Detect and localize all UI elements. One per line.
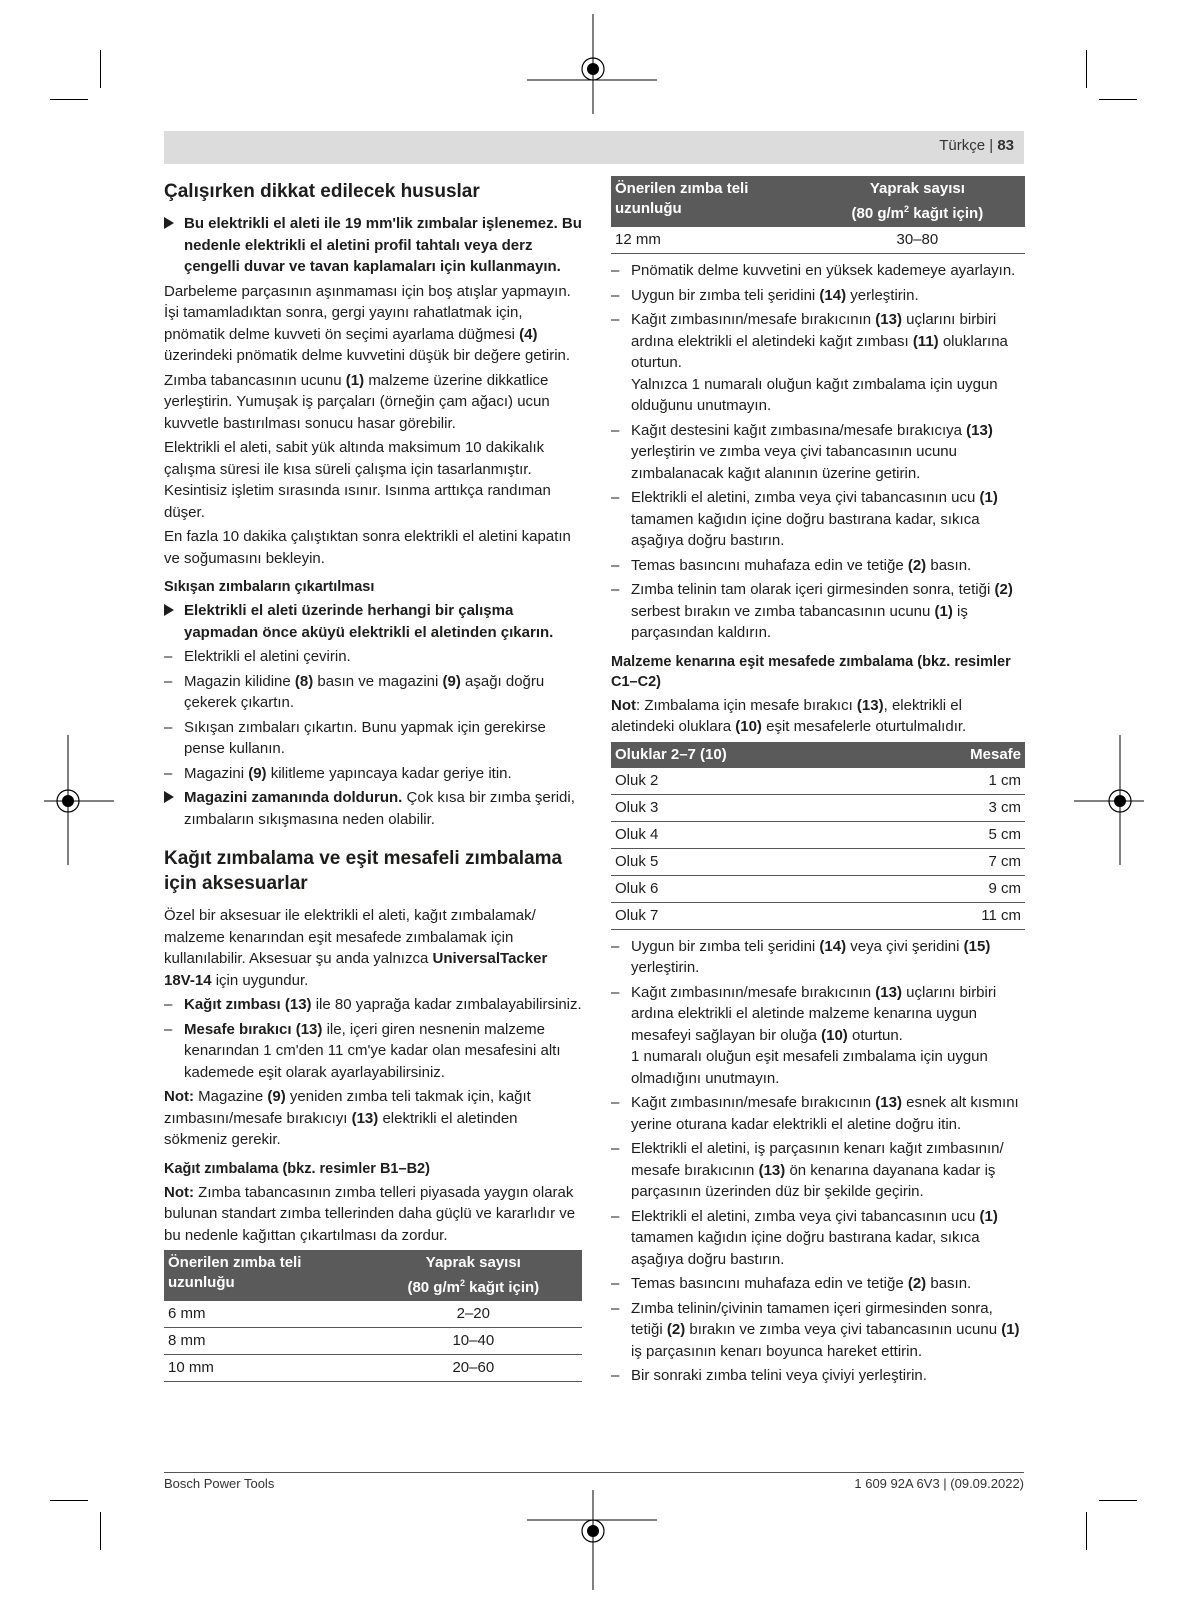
paragraph xyxy=(164,281,582,367)
registration-mark-icon xyxy=(1074,735,1144,865)
table-cell: 9 cm xyxy=(889,875,1025,902)
term: Mesafe bırakıcı (13) xyxy=(184,1020,323,1038)
term: Kağıt zımbası (13) xyxy=(184,996,312,1013)
text: Yaprak sayısı xyxy=(869,180,965,197)
list-item: – Elektrikli el aletini çevirin. xyxy=(164,648,351,665)
text: eşit mesafelerle oturtulmalıdır. xyxy=(766,718,967,735)
slot-distance-table xyxy=(611,742,1025,930)
table-cell: 10 mm xyxy=(164,1355,365,1382)
text: Uygun bir zımba teli şeridini xyxy=(631,937,816,955)
ref: (2) xyxy=(907,556,927,574)
list-item: – Kağıt zımbası (13) ile 80 yaprağa kadar zımbalayabilirsiniz. xyxy=(164,996,582,1013)
note xyxy=(164,1182,582,1247)
list-item: – Elektrikli el aletini, zımba veya çivi tabancasının ucu (1) tamamen kağıdın içine doğru bastırana kadar, sıkıca aşağıya doğru bastırın. xyxy=(611,1207,998,1268)
list-item: – Kağıt zımbasının/mesafe bırakıcının (13) uçlarını birbiri ardına elektrikli el aletinde malzeme kenarına uygun mesafeyi sağlayan bir oluğa (10) oturtun. 1 numaralı oluğun eşit mesafeli zımbalama için uygun olmadığını unutmayın. xyxy=(611,983,997,1087)
list-item: – Bir sonraki zımba telini veya çiviyi yerleştirin. xyxy=(611,1367,927,1384)
table-cell: 7 cm xyxy=(889,848,1025,875)
text: Elektrikli el aletini çevirin. xyxy=(184,648,351,665)
table-row xyxy=(611,821,1025,848)
page-header xyxy=(164,131,1024,164)
ref: (1) xyxy=(979,1207,998,1225)
table-cell: Oluk 6 xyxy=(611,875,889,902)
text: (80 g/m xyxy=(407,1279,460,1296)
text: Elektrikli el aletini, iş parçasının kenarı kağıt zımbasının/ mesafe bırakıcının xyxy=(631,1140,1004,1179)
table-cell: Oluk 5 xyxy=(611,848,889,875)
list-item: – Mesafe bırakıcı (13) ile, içeri giren nesnenin malzeme kenarından 1 cm'den 11 cm'ye kadar olan mesafesini altı kademede eşit olarak ayarlayabilirsiniz. xyxy=(164,1020,561,1081)
table-cell: 20–60 xyxy=(365,1355,582,1382)
table-cell: 2–20 xyxy=(365,1301,582,1328)
text: yerleştirin. xyxy=(631,959,700,976)
text: oturtun. xyxy=(851,1026,903,1044)
superscript: 2 xyxy=(904,204,910,214)
text: Zımba tabancasının ucunu xyxy=(164,371,342,389)
crop-mark xyxy=(100,1512,101,1550)
list-item: – Temas basıncını muhafaza edin ve tetiğe (2) basın. xyxy=(611,1275,972,1292)
text: Çok kısa bir zımba şeridi, zımbaların sıkışmasına neden olabilir. xyxy=(184,789,575,828)
warning-triangle-icon xyxy=(164,604,174,616)
text: Pnömatik delme kuvvetini en yüksek kademeye ayarlayın. xyxy=(631,262,1016,279)
ref: (8) xyxy=(294,672,314,690)
text: Magazine xyxy=(198,1088,264,1105)
list-item: – Pnömatik delme kuvvetini en yüksek kademeye ayarlayın. xyxy=(611,262,1016,279)
text: Magazin kilidine xyxy=(184,672,291,690)
ref: (4) xyxy=(519,325,538,343)
table-row xyxy=(611,794,1025,821)
crop-mark xyxy=(1086,1512,1087,1550)
registration-mark-icon xyxy=(527,14,657,114)
text: malzeme üzerine dikkatlice yerleştirin. Yumuşak iş parçaları (örneğin çam ağacı) ucun kuvvetle bastırılması sonucu hasar görebilir. xyxy=(164,371,550,432)
text: Kağıt zımbasının/mesafe bırakıcının xyxy=(631,1094,872,1111)
text: kağıt için) xyxy=(464,1279,540,1296)
text: kağıt için) xyxy=(909,205,984,222)
list-item: – Kağıt zımbasının/mesafe bırakıcının (13) esnek alt kısmını yerine oturana kadar elektrikli el aletine doğru itin. xyxy=(611,1094,1019,1133)
ref: (13) xyxy=(758,1161,786,1179)
warning-item xyxy=(164,600,582,643)
table-cell: 8 mm xyxy=(164,1328,365,1355)
text: Sıkışan zımbaları çıkartın. Bunu yapmak için gerekirse pense kullanın. xyxy=(184,718,546,757)
note-label: Not: xyxy=(164,1183,194,1201)
section-heading: Çalışırken dikkat edilecek hususlar xyxy=(164,181,480,202)
registration-mark-icon xyxy=(44,735,114,865)
ref: (13) xyxy=(875,311,902,328)
paragraph: En fazla 10 dakika çalıştıktan sonra elektrikli el aletini kapatın ve soğumasını bekleyin. xyxy=(164,528,571,567)
list-item: – Temas basıncını muhafaza edin ve tetiğe (2) basın. xyxy=(611,556,972,574)
text: Magazini xyxy=(184,764,245,782)
list-item: – Uygun bir zımba teli şeridini (14) yerleştirin. xyxy=(611,286,919,304)
table-cell: 6 mm xyxy=(164,1301,365,1328)
right-column xyxy=(611,176,1025,1390)
paragraph: Elektrikli el aleti, sabit yük altında maksimum 10 dakikalık çalışma süresi ile kısa süreli çalışma için tasarlanmıştır. Kesintisiz işletim sırasında ısınır. Isınma arttıkça randıman düşer. xyxy=(164,439,551,521)
text: yeniden zımba teli takmak için, kağıt zımbasını/mesafe bırakıcıyı xyxy=(164,1088,531,1127)
subsection-heading: Malzeme kenarına eşit mesafede zımbalama (bkz. resimler C1–C2) xyxy=(611,653,1011,690)
text: elektrikli el aletinden sökmeniz gerekir. xyxy=(164,1109,518,1148)
table-cell: 1 cm xyxy=(889,768,1025,795)
paragraph xyxy=(164,905,582,991)
text: için uygundur. xyxy=(215,971,309,989)
ref: (2) xyxy=(994,581,1013,598)
list-item: – Elektrikli el aletini, iş parçasının kenarı kağıt zımbasının/ mesafe bırakıcının (13) ön kenarına dayanana kadar iş parçasının üzerinden düz bir şekilde geçirin. xyxy=(611,1140,1004,1200)
ref: (13) xyxy=(875,983,902,1001)
staple-length-table xyxy=(611,176,1025,254)
text: Elektrikli el aletini, zımba veya çivi tabancasının ucu xyxy=(631,489,976,506)
registration-mark-icon xyxy=(527,1490,657,1590)
paragraph xyxy=(164,370,582,435)
warning-item xyxy=(164,213,582,278)
ref: (9) xyxy=(248,764,267,782)
ref: (13) xyxy=(966,421,993,439)
table-row xyxy=(164,1328,582,1355)
column-header: Önerilen zımba teli uzunluğu xyxy=(164,1250,365,1301)
table-header-row xyxy=(611,176,1025,227)
text: tamamen kağıdın içine doğru bastırana kadar, sıkıca aşağıya doğru bastırın. xyxy=(631,510,980,549)
table-cell: Oluk 4 xyxy=(611,821,889,848)
footer-brand: Bosch Power Tools xyxy=(164,1476,275,1491)
header-language: Türkçe xyxy=(939,137,986,154)
text: üzerindeki pnömatik delme kuvvetini düşük bir değere getirin. xyxy=(164,347,571,364)
warning-triangle-icon xyxy=(164,217,174,229)
text: : Zımbalama için mesafe bırakıcı xyxy=(636,696,853,714)
header-text: Türkçe | 83 xyxy=(939,137,1014,154)
table-header-row xyxy=(611,742,1025,768)
text: basın. xyxy=(930,1275,972,1292)
staple-length-table xyxy=(164,1250,582,1382)
ref: (1) xyxy=(1001,1321,1020,1338)
text: yerleştirin ve zımba veya çivi tabancasının ucunu zımbalanacak kağıt alanının üzerine getirin. xyxy=(631,443,957,482)
ref: (1) xyxy=(345,371,365,389)
text: uçlarını birbiri ardına elektrikli el aletinde malzeme kenarına uygun mesafeyi sağlayan bir oluğa xyxy=(631,983,997,1044)
crop-mark xyxy=(50,1500,88,1501)
text: Zımba telinin/çivinin tamamen içeri girmesinden sonra, tetiği xyxy=(631,1299,993,1338)
ref: (14) xyxy=(819,286,847,304)
text: Yaprak sayısı xyxy=(425,1254,521,1271)
text: iş parçasının kenarı boyunca hareket ettirin. xyxy=(631,1342,922,1360)
crop-mark xyxy=(1099,99,1137,100)
note-label: Not xyxy=(611,696,636,714)
table-cell: 12 mm xyxy=(611,227,810,254)
ref: (2) xyxy=(666,1321,686,1338)
table-cell: 3 cm xyxy=(889,794,1025,821)
column-header: Mesafe xyxy=(889,742,1025,768)
ref: (14) xyxy=(819,937,847,955)
table-row xyxy=(611,902,1025,929)
ref: (10) xyxy=(821,1026,848,1044)
footer-divider xyxy=(164,1472,1024,1473)
table-cell: 10–40 xyxy=(365,1328,582,1355)
table-cell: 5 cm xyxy=(889,821,1025,848)
warning-text: Bu elektrikli el aleti ile 19 mm'lik zımbalar işlenemez. Bu nedenle elektrikli el aletini profil tahtalı veya derz çengelli duvar ve tavan kaplamaları için kullanmayın. xyxy=(184,215,582,275)
column-header: Oluklar 2–7 (10) xyxy=(611,742,889,768)
text: Zımba tabancasının zımba telleri piyasada yaygın olarak bulunan standart zımba tellerinden daha güçlü ve kararlıdır ve bu nedenle kağıttan çıkartılması da zordur. xyxy=(164,1183,576,1244)
ref: (9) xyxy=(442,672,461,690)
note-label: Not: xyxy=(164,1088,194,1105)
table-row xyxy=(611,227,1025,254)
list-item: – Zımba telinin/çivinin tamamen içeri girmesinden sonra, tetiği (2) bırakın ve zımba veya çivi tabancasının ucunu (1) iş parçasının kenarı boyunca hareket ettirin. xyxy=(611,1299,1020,1360)
table-cell: Oluk 7 xyxy=(611,902,889,929)
text: Kağıt destesini kağıt zımbasına/mesafe bırakıcıya xyxy=(631,421,962,439)
crop-mark xyxy=(1086,50,1087,88)
ref: (11) xyxy=(912,332,939,350)
subsection-heading: Sıkışan zımbaların çıkartılması xyxy=(164,579,375,595)
text: ile, içeri giren nesnenin malzeme kenarından 1 cm'den 11 cm'ye kadar olan mesafesini altı kademede eşit olarak ayarlayabilirsiniz. xyxy=(184,1020,561,1081)
list-item: – Magazin kilidine (8) basın ve magazini (9) aşağı doğru çekerek çıkartın. xyxy=(164,672,545,711)
table-row xyxy=(164,1355,582,1382)
ref: (13) xyxy=(856,696,884,714)
text: Temas basıncını muhafaza edin ve tetiğe xyxy=(631,556,904,574)
table-cell: 30–80 xyxy=(810,227,1025,254)
text: yerleştirin. xyxy=(850,286,919,304)
page-number: 83 xyxy=(997,137,1014,154)
table-row xyxy=(611,848,1025,875)
warning-triangle-icon xyxy=(164,791,174,803)
text: uçlarını birbiri ardına elektrikli el aletindeki kağıt zımbası xyxy=(631,311,997,350)
ref: (13) xyxy=(351,1109,379,1127)
text: oluklarına oturtun. xyxy=(631,332,1008,371)
text: , elektrikli el aletindeki oluklara xyxy=(611,696,962,735)
ref: (13) xyxy=(875,1094,902,1111)
text: basın. xyxy=(930,556,972,574)
table-cell: Oluk 2 xyxy=(611,768,889,795)
text: 1 numaralı oluğun eşit mesafeli zımbalama için uygun olmadığını unutmayın. xyxy=(631,1048,988,1087)
warning-text: Elektrikli el aleti üzerinde herhangi bir çalışma yapmadan önce aküyü elektrikli el aletinden çıkarın. xyxy=(184,602,554,641)
left-column xyxy=(164,176,582,1388)
text: Temas basıncını muhafaza edin ve tetiğe xyxy=(631,1275,904,1292)
note xyxy=(611,695,1025,738)
text: basın ve magazini xyxy=(317,672,439,690)
list-item: – Elektrikli el aletini, zımba veya çivi tabancasının ucu (1) tamamen kağıdın içine doğru bastırana kadar, sıkıca aşağıya doğru bastırın. xyxy=(611,489,998,549)
list-item: – Uygun bir zımba teli şeridini (14) veya çivi şeridini (15) yerleştirin. xyxy=(611,937,991,976)
text: bırakın ve zımba veya çivi tabancasının ucunu xyxy=(689,1321,998,1338)
list-item: – Kağıt zımbasının/mesafe bırakıcının (13) uçlarını birbiri ardına elektrikli el aletindeki kağıt zımbası (11) oluklarına oturtun. Yalnızca 1 numaralı oluğun kağıt zımbalama için uygun olduğunu unutmayın. xyxy=(611,311,1008,414)
list-item: – Kağıt destesini kağıt zımbasına/mesafe bırakıcıya (13) yerleştirin ve zımba veya çivi tabancasının ucunu zımbalanacak kağıt alanının üzerine getirin. xyxy=(611,421,993,482)
table-header-row xyxy=(164,1250,582,1301)
text: veya çivi şeridini xyxy=(850,937,960,955)
warning-item xyxy=(164,787,582,830)
text: ön kenarına dayanana kadar iş parçasının üzerinden düz bir şekilde geçirin. xyxy=(631,1161,996,1200)
text: Özel bir aksesuar ile elektrikli el aleti, kağıt zımbalamak/ malzeme kenarından eşit mesafede zımbalamak için kullanılabilir. Aksesuar şu anda yalnızca xyxy=(164,907,536,967)
ref: (15) xyxy=(963,937,991,955)
text: esnek alt kısmını yerine oturana kadar elektrikli el aletine doğru itin. xyxy=(631,1094,1019,1133)
ref: (10) xyxy=(735,718,762,735)
text: Bir sonraki zımba telini veya çiviyi yerleştirin. xyxy=(631,1367,927,1384)
subsection-heading: Kağıt zımbalama (bkz. resimler B1–B2) xyxy=(164,1160,430,1177)
list-item: – Sıkışan zımbaları çıkartın. Bunu yapmak için gerekirse pense kullanın. xyxy=(164,718,546,757)
text: Kağıt zımbasının/mesafe bırakıcının xyxy=(631,983,872,1001)
product-name: UniversalTacker 18V-14 xyxy=(164,950,548,989)
section-heading: Kağıt zımbalama ve eşit mesafeli zımbalama için aksesuarlar xyxy=(164,848,563,894)
note xyxy=(164,1086,582,1151)
crop-mark xyxy=(100,50,101,88)
text: (80 g/m xyxy=(851,205,905,222)
column-header: Önerilen zımba teli uzunluğu xyxy=(611,176,810,227)
text: Darbeleme parçasının aşınmaması için boş atışlar yapmayın. İşi tamamladıktan sonra, gergi yayını rahatlatmak için, pnömatik delme kuvveti ön seçimi ayarlama düğmesi xyxy=(164,282,571,343)
list-item: – Zımba telinin tam olarak içeri girmesinden sonra, tetiği (2) serbest bırakın ve zımba tabancasının ucunu (1) iş parçasından kaldırın. xyxy=(611,581,1013,641)
text: Uygun bir zımba teli şeridini xyxy=(631,286,816,304)
table-row xyxy=(164,1301,582,1328)
ref: (9) xyxy=(267,1088,286,1105)
text: aşağı doğru çekerek çıkartın. xyxy=(184,672,545,711)
column-header xyxy=(365,1250,582,1301)
text: kilitleme yapıncaya kadar geriye itin. xyxy=(270,764,512,782)
text: Zımba telinin tam olarak içeri girmesinden sonra, tetiği xyxy=(631,581,991,598)
table-cell: Oluk 3 xyxy=(611,794,889,821)
text: Yalnızca 1 numaralı oluğun kağıt zımbalama için uygun olduğunu unutmayın. xyxy=(631,375,998,414)
warning-text: Magazini zamanında doldurun. xyxy=(184,789,403,806)
table-cell: 11 cm xyxy=(889,902,1025,929)
text: Kağıt zımbasının/mesafe bırakıcının xyxy=(631,311,872,328)
ref: (1) xyxy=(979,489,998,506)
text: tamamen kağıdın içine doğru bastırana kadar, sıkıca aşağıya doğru bastırın. xyxy=(631,1229,980,1268)
column-header xyxy=(810,176,1025,227)
ref: (1) xyxy=(934,602,953,620)
text: ile 80 yaprağa kadar zımbalayabilirsiniz. xyxy=(315,996,582,1013)
table-row xyxy=(611,875,1025,902)
text: Elektrikli el aletini, zımba veya çivi tabancasının ucu xyxy=(631,1207,976,1225)
text: serbest bırakın ve zımba tabancasının ucunu xyxy=(631,602,931,620)
ref: (2) xyxy=(907,1275,927,1292)
table-row xyxy=(611,768,1025,795)
list-item: – Magazini (9) kilitleme yapıncaya kadar geriye itin. xyxy=(164,764,512,782)
footer-doc-id: 1 609 92A 6V3 | (09.09.2022) xyxy=(854,1476,1024,1491)
crop-mark xyxy=(50,99,88,100)
superscript: 2 xyxy=(459,1278,465,1288)
crop-mark xyxy=(1099,1500,1137,1501)
text: iş parçasından kaldırın. xyxy=(631,602,968,641)
